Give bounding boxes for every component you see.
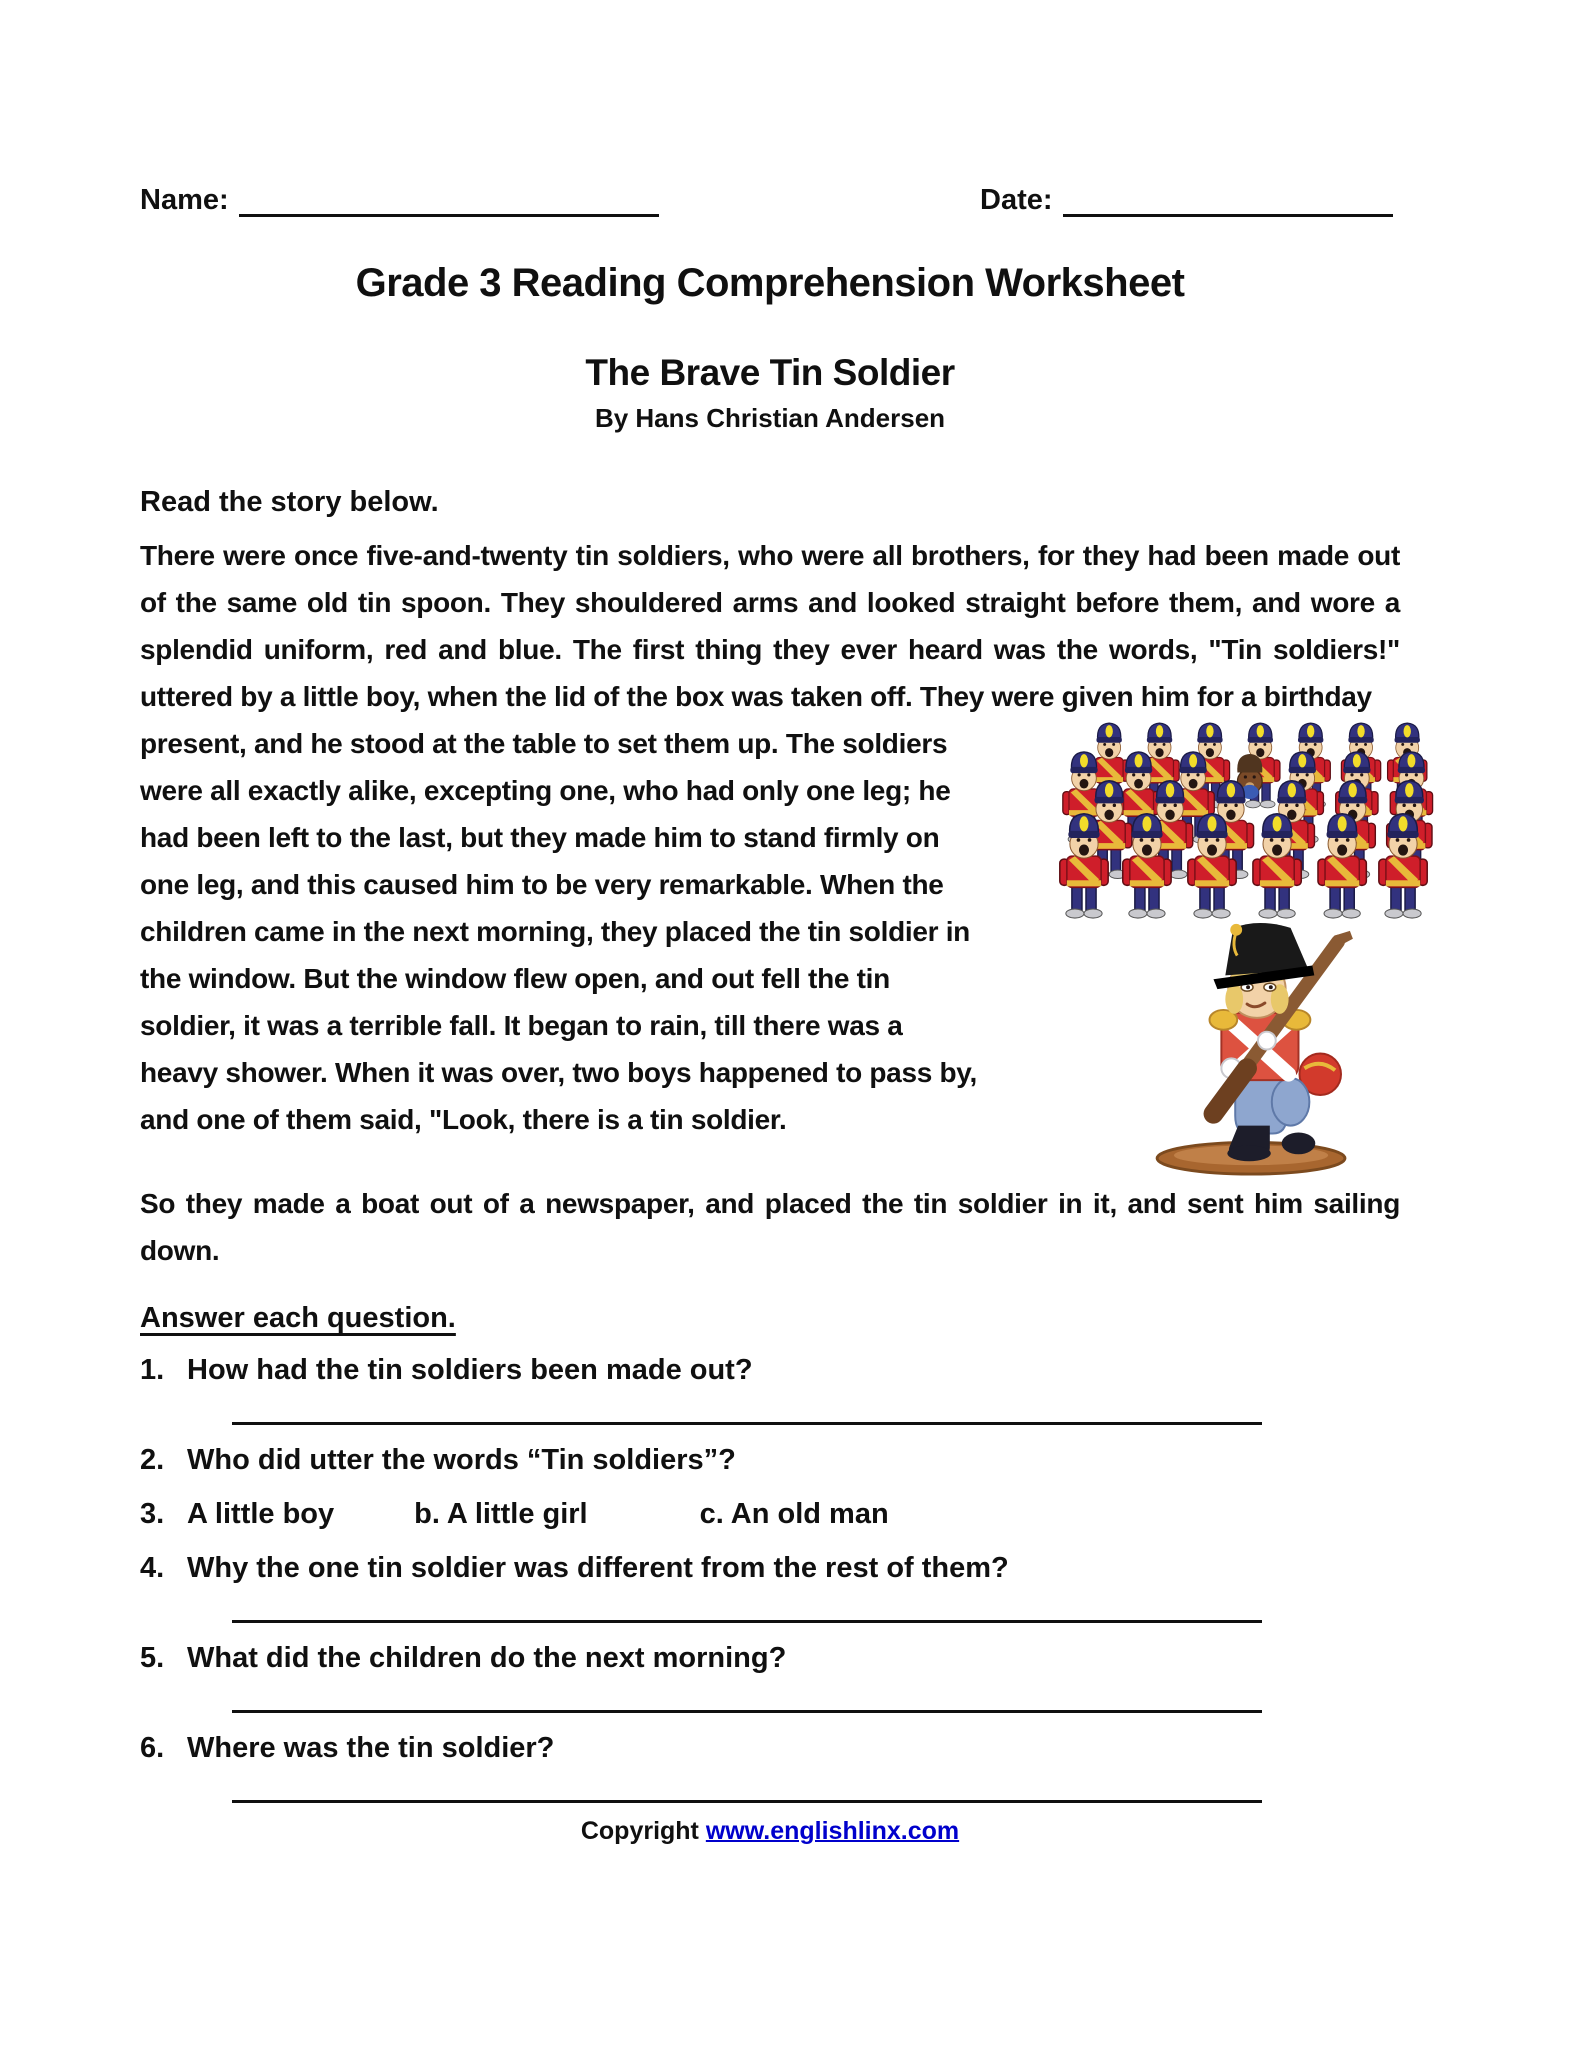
name-field bbox=[140, 183, 980, 217]
question-4 bbox=[140, 1550, 1400, 1587]
question-number: 5. bbox=[140, 1642, 165, 1674]
story-paragraph-middle: present, and he stood at the table to set them up. The soldiers were all exactly alike, excepting one, who had only one leg; he had been left to the last, but they made him to stand firmly on one leg, and this caused him to be very remarkable. When the children came in the next morning, they placed the tin soldier in the window. But the window flew open, and out fell the tin soldier, it was a terrible fall. It began to rain, till there was a heavy shower. When it was over, two boys happened to pass by, and one of them said, "Look, there is a tin soldier. bbox=[140, 728, 977, 1135]
question-text: How had the tin soldiers been made out? bbox=[187, 1354, 753, 1386]
answer-blank-line bbox=[232, 1620, 1262, 1623]
story-paragraph-bottom: So they made a boat out of a newspaper, and placed the tin soldier in it, and sent him sailing down. bbox=[140, 1188, 1400, 1266]
read-instruction: Read the story below. bbox=[140, 486, 439, 518]
date-blank-line bbox=[1063, 184, 1393, 217]
answer-blank-line bbox=[232, 1800, 1262, 1803]
answer-blank-line bbox=[232, 1422, 1262, 1425]
answer-option-b: b. A little girl bbox=[414, 1498, 588, 1530]
question-number: 2. bbox=[140, 1444, 165, 1476]
copyright-label: Copyright bbox=[580, 1817, 706, 1845]
name-date-row bbox=[140, 183, 1400, 217]
question-2 bbox=[140, 1442, 1400, 1479]
name-blank-line bbox=[239, 184, 659, 217]
story-paragraph-top: There were once five-and-twenty tin soldiers, who were all brothers, for they had been made out of the same old tin spoon. They shouldered arms and looked straight before them, and wore a splendid uniform, red and blue. The first thing they ever heard was the words, "Tin soldiers!" uttered by a little boy, when the lid of the box was taken off. They were given him for a birthday bbox=[140, 540, 1400, 712]
question-1 bbox=[140, 1352, 1400, 1389]
story-wrap-row bbox=[140, 720, 1400, 1180]
question-text: Why the one tin soldier was different from the rest of them? bbox=[187, 1552, 1009, 1584]
answer-option-a: A little boy bbox=[187, 1498, 335, 1530]
question-5 bbox=[140, 1640, 1400, 1677]
name-label: Name: bbox=[140, 184, 229, 216]
story-title: The Brave Tin Soldier bbox=[585, 352, 955, 393]
question-text: Who did utter the words “Tin soldiers”? bbox=[187, 1444, 736, 1476]
answer-blank-line bbox=[232, 1710, 1262, 1713]
page-title: Grade 3 Reading Comprehension Worksheet bbox=[355, 261, 1185, 305]
question-6 bbox=[140, 1730, 1400, 1767]
brave-tin-soldier-illustration bbox=[1140, 918, 1368, 1180]
englishlinx-link[interactable]: www.englishlinx.com bbox=[705, 1817, 960, 1845]
copyright-footer bbox=[140, 1817, 1400, 1846]
question-number: 4. bbox=[140, 1552, 165, 1584]
date-label: Date: bbox=[980, 184, 1053, 216]
question-text: Where was the tin soldier? bbox=[187, 1732, 555, 1764]
story-author: By Hans Christian Andersen bbox=[594, 403, 946, 433]
question-text: What did the children do the next morning? bbox=[187, 1642, 787, 1674]
answer-questions-heading: Answer each question. bbox=[140, 1302, 456, 1334]
tin-soldiers-group-illustration bbox=[1044, 720, 1464, 932]
question-3 bbox=[140, 1496, 1400, 1533]
date-field bbox=[980, 183, 1393, 217]
answer-option-c: c. An old man bbox=[699, 1498, 889, 1530]
question-number: 6. bbox=[140, 1732, 165, 1764]
question-number: 1. bbox=[140, 1354, 165, 1386]
story-illustration bbox=[1042, 720, 1466, 1180]
question-number: 3. bbox=[140, 1498, 165, 1530]
